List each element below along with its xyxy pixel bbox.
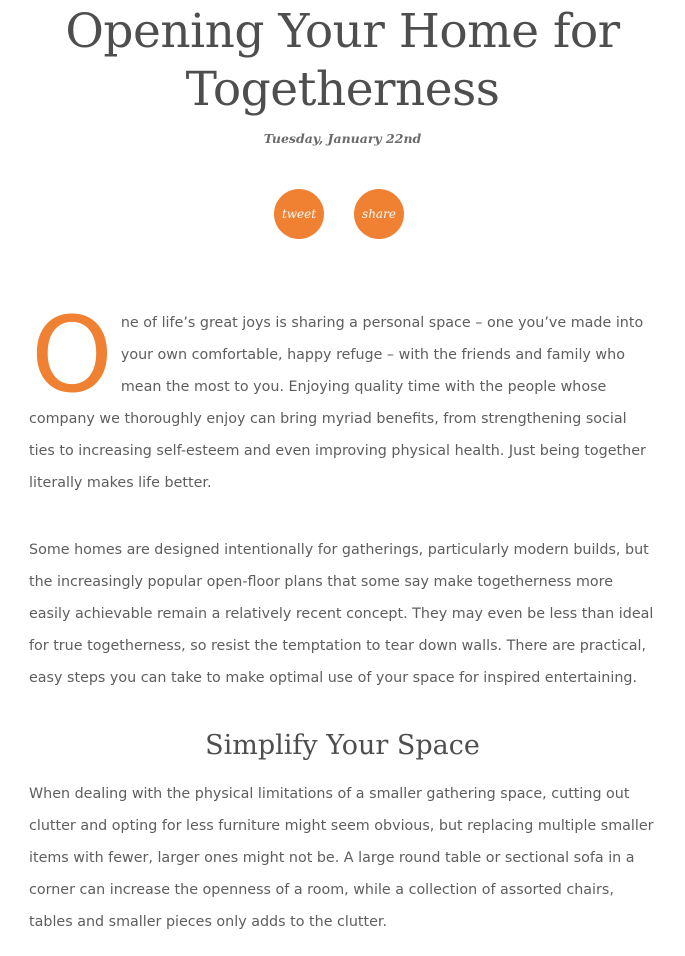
intro-paragraph — [29, 294, 655, 499]
article-date: Tuesday, January 22nd — [263, 131, 422, 146]
third-paragraph: When dealing with the physical limitations of a smaller gathering space, cutting out clutter and opting for less furniture might seem obvious, but replacing multiple smaller items with fewer, larger ones might not be. A large round table or sectional sofa in a corner can increase the openness of a room, while a collection of assorted chairs, tables and smaller pieces only adds to the clutter. — [29, 786, 654, 930]
intro-paragraph-text: ne of life’s great joys is sharing a personal space – one you’ve made into your own comfortable, happy refuge – with the friends and family who mean the most to you. Enjoying quality time with the people whose company we thoroughly enjoy can bring myriad benefits, from strengthening social ties to increasing self-esteem and even improving physical health. Just being together literally makes life better. — [29, 315, 646, 491]
drop-cap: O — [31, 294, 113, 416]
share-button[interactable]: share — [354, 189, 404, 239]
tweet-button[interactable]: tweet — [274, 189, 324, 239]
second-paragraph: Some homes are designed intentionally for gatherings, particularly modern builds, but the increasingly popular open-floor plans that some say make togetherness more easily achievable remain a relatively recent concept. They may even be less than ideal for true togetherness, so resist the temptation to tear down walls. There are practical, easy steps you can take to make optimal use of your space for inspired entertaining. — [29, 542, 654, 686]
section-heading: Simplify Your Space — [205, 730, 480, 761]
article-title: Opening Your Home for Togetherness — [65, 4, 620, 117]
